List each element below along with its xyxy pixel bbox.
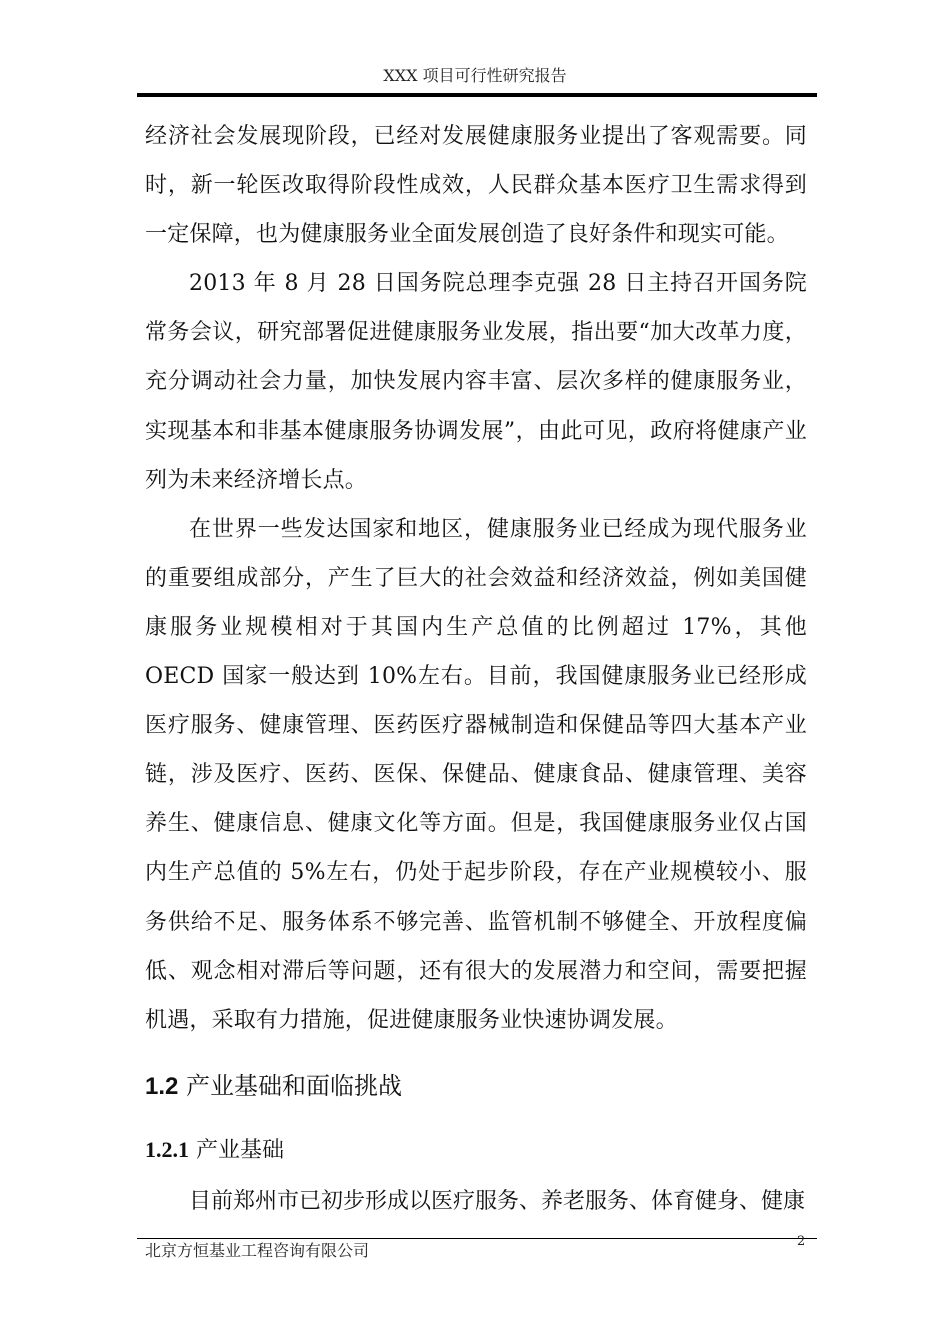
footer-company: 北京方恒基业工程咨询有限公司 — [145, 1241, 370, 1260]
header-divider — [137, 93, 817, 97]
section-heading — [145, 1066, 402, 1107]
subsection-number: 1.2.1 — [145, 1137, 189, 1162]
paragraph-zhengzhou: 目前郑州市已初步形成以医疗服务、养老服务、体育健身、健康 — [189, 1189, 806, 1214]
body-text — [145, 112, 807, 1045]
subsection-title: 产业基础 — [196, 1138, 285, 1163]
section-number: 1.2 — [145, 1073, 179, 1100]
header-title: XXX 项目可行性研究报告 — [383, 66, 567, 85]
section-title: 产业基础和面临挑战 — [186, 1072, 403, 1100]
page-number: 2 — [797, 1234, 806, 1249]
subsection-heading — [145, 1131, 284, 1170]
paragraph-continued: 经济社会发展现阶段，已经对发展健康服务业提出了客观需要。同时，新一轮医改取得阶段性成效，人民群众基本医疗卫生需求得到一定保障，也为健康服务业全面发展创造了良好条件和现实可能。 — [145, 124, 807, 248]
footer-divider — [137, 1238, 817, 1239]
paragraph-state-council: 2013 年 8 月 28 日国务院总理李克强 28 日主持召开国务院常务会议，研究部署促进健康服务业发展，指出要“加大改革力度，充分调动社会力量，加快发展内容丰富、层次多样的健康服务业，实现基本和非基本健康服务协调发展”，由此可见，政府将健康产业列为未来经济增长点。 — [145, 271, 807, 493]
paragraph-international: 在世界一些发达国家和地区，健康服务业已经成为现代服务业的重要组成部分，产生了巨大的社会效益和经济效益，例如美国健康服务业规模相对于其国内生产总值的比例超过 17%，其他 OECD 国家一般达到 10%左右。目前，我国健康服务业已经形成医疗服务、健康管理、医药医疗器械制造和保健品等四大基本产业链，涉及医疗、医药、医保、保健品、健康食品、健康管理、美容养生、健康信息、健康文化等方面。但是，我国健康服务业仅占国内生产总值的 5%左右，仍处于起步阶段，存在产业规模较小、服务供给不足、服务体系不够完善、监管机制不够健全、开放程度偏低、观念相对滞后等问题，还有很大的发展潜力和空间，需要把握机遇，采取有力措施，促进健康服务业快速协调发展。 — [145, 516, 807, 1033]
